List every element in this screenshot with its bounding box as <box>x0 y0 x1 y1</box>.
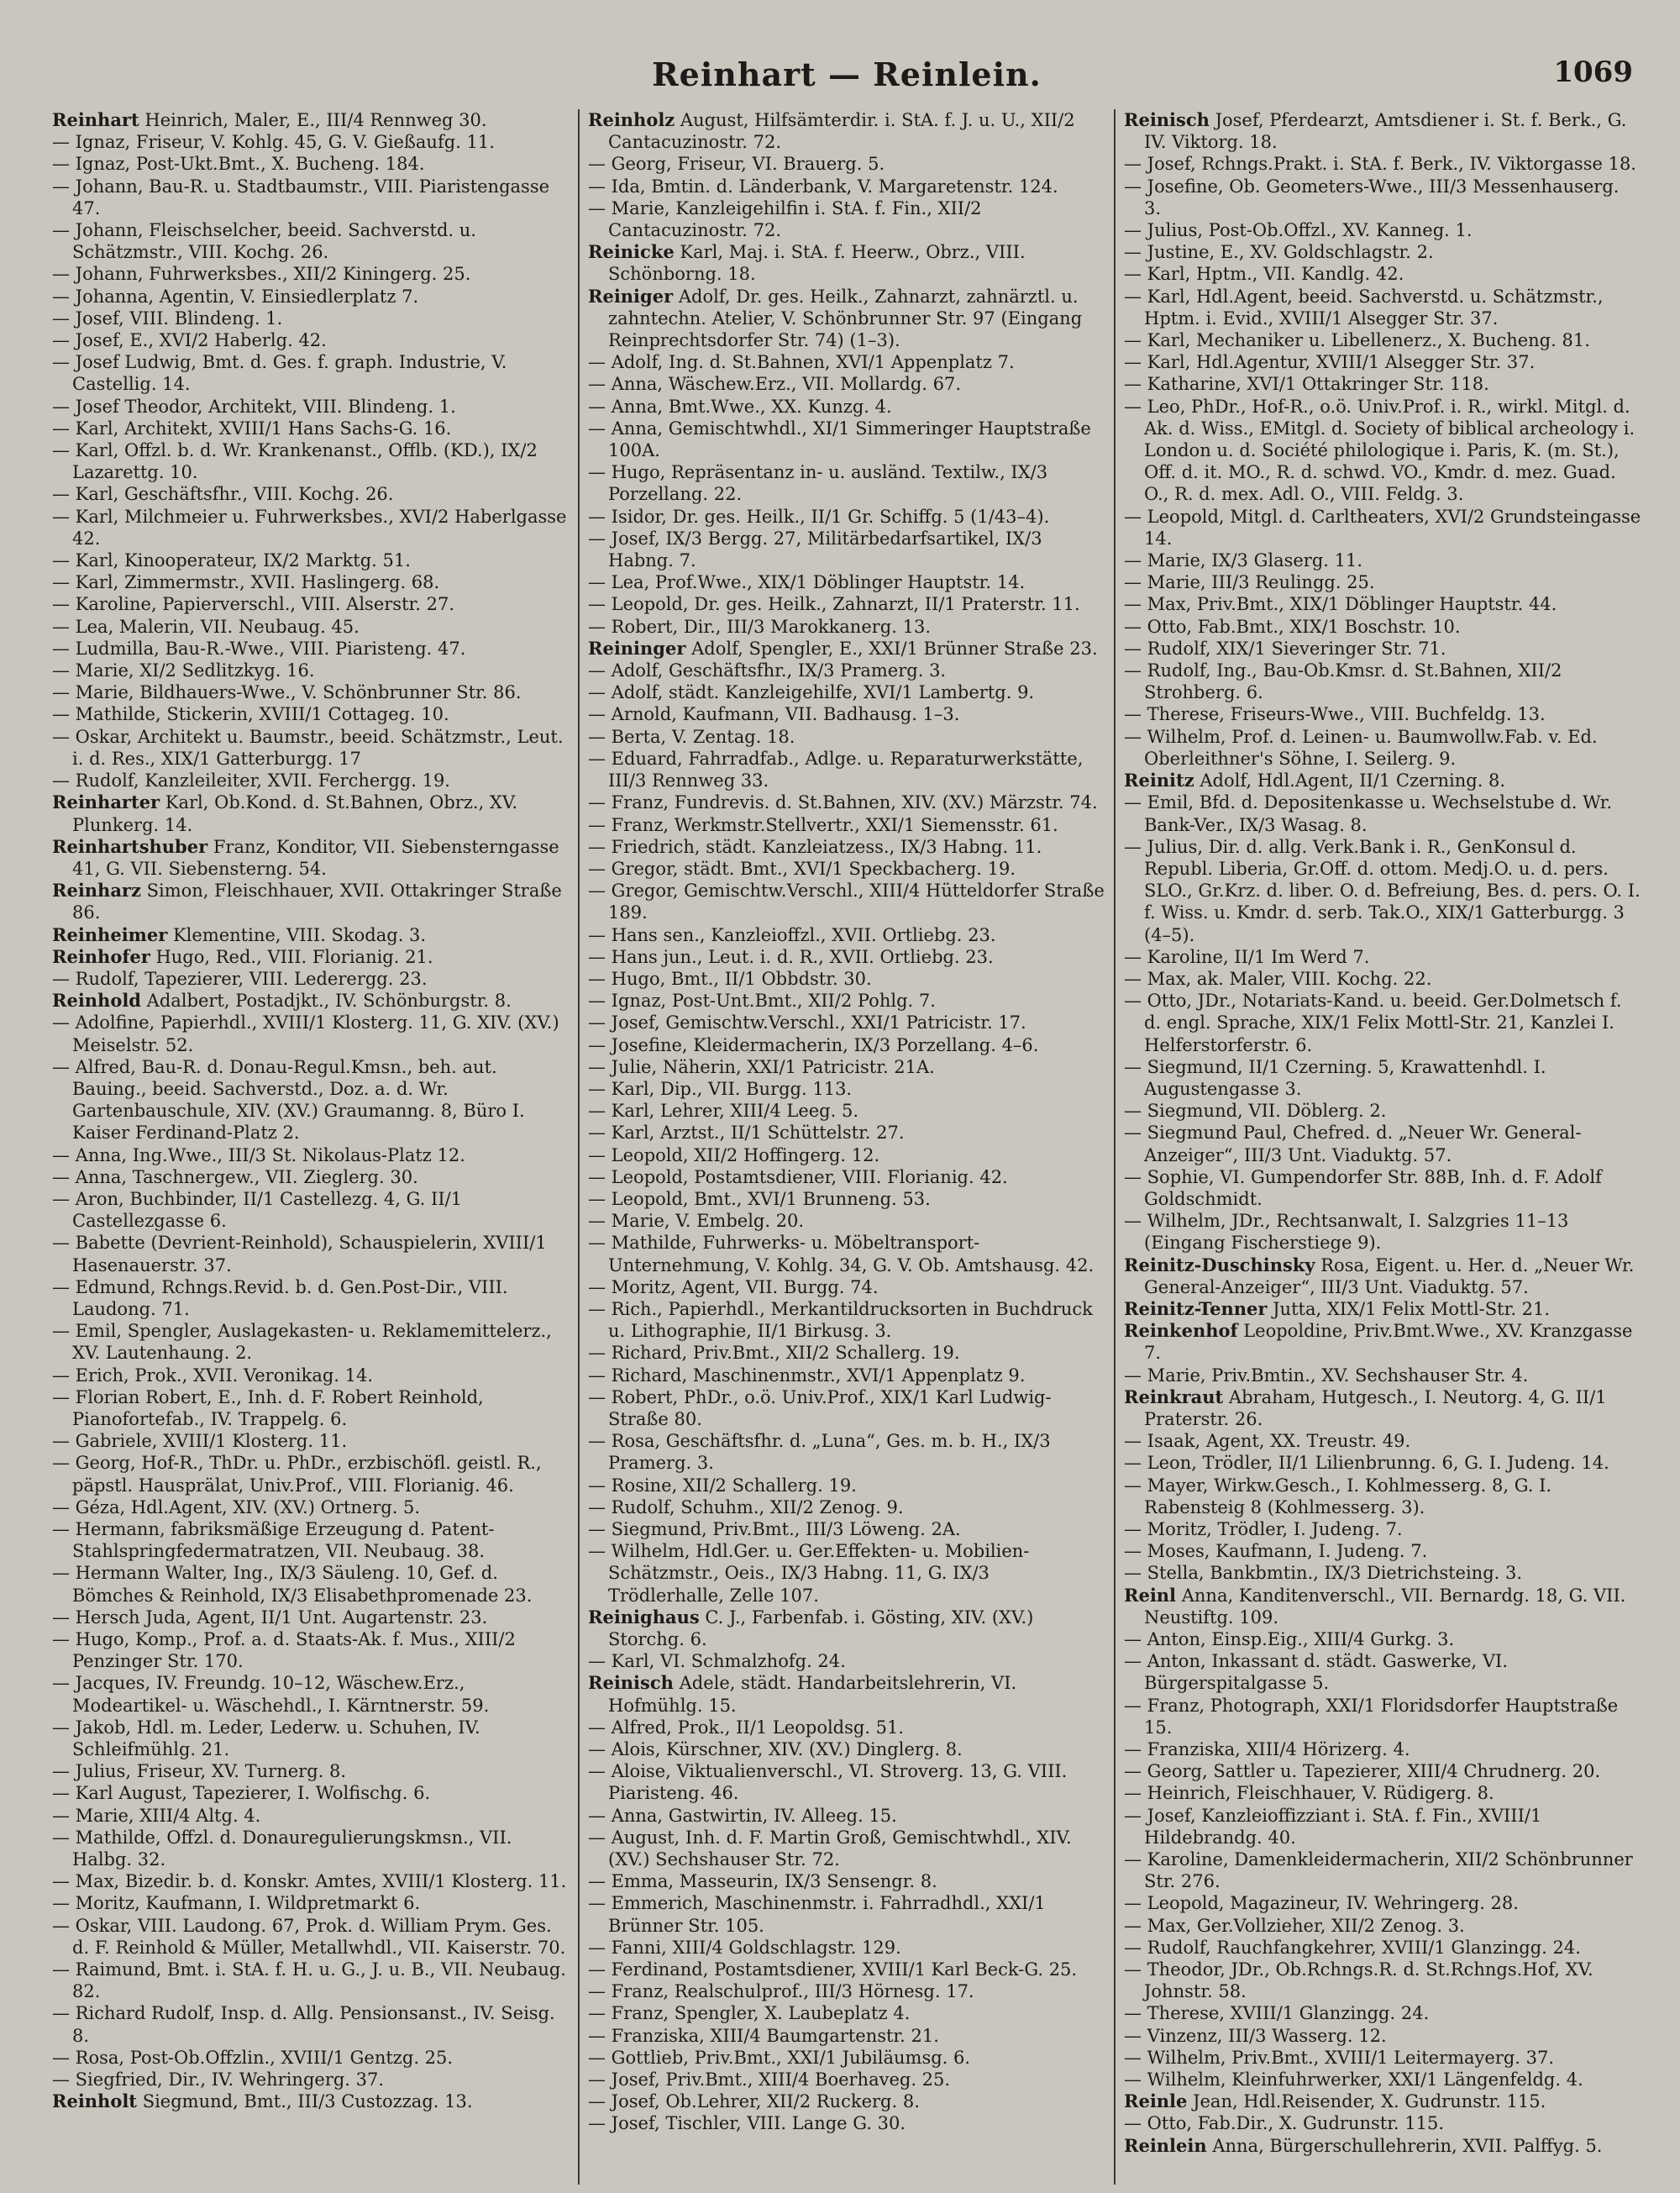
directory-entry: — Edmund, Rchngs.Revid. b. d. Gen.Post-Dir., VIII. Laudong. 71. <box>52 1276 508 1319</box>
directory-entry: — Karoline, Damenkleidermacherin, XII/2 Schönbrunner Str. 276. <box>1124 1849 1633 1892</box>
directory-entry: — Robert, PhDr., o.ö. Univ.Prof., XIX/1 Karl Ludwig-Straße 80. <box>588 1386 1052 1429</box>
directory-entry: — Josef, VIII. Blindeng. 1. <box>52 308 283 329</box>
directory-entry: — Adolf, Geschäftsfhr., IX/3 Pramerg. 3. <box>588 660 947 681</box>
directory-entry: — Mathilde, Fuhrwerks- u. Möbeltransport-Unternehmung, V. Kohlg. 34, G. V. Ob. Amtshausg. 42. <box>588 1233 1095 1275</box>
page-title: Reinhart — Reinlein. <box>652 55 1042 93</box>
directory-entry: — Karl, Hdl.Agent, beeid. Sachverstd. u. Schätzmstr., Hptm. i. Evid., XVIII/1 Alsegger Str. 37. <box>1124 286 1604 329</box>
directory-entry: — Marie, III/3 Reulingg. 25. <box>1124 572 1375 593</box>
directory-entry: Reinitz Adolf, Hdl.Agent, II/1 Czerning. 8. <box>1124 770 1506 791</box>
directory-entry: — Rosa, Post-Ob.Offzlin., XVIII/1 Gentzg. 25. <box>52 2047 454 2068</box>
directory-entry: — Rudolf, Ing., Bau-Ob.Kmsr. d. St.Bahnen, XII/2 Strohberg. 6. <box>1124 660 1562 703</box>
directory-entry: — Stella, Bankbmtin., IX/3 Dietrichsteing. 3. <box>1124 1563 1523 1584</box>
directory-entry: — Otto, JDr., Notariats-Kand. u. beeid. Ger.Dolmetsch f. d. engl. Sprache, XIX/1 Felix Mottl-Str. 21, Kanzlei I. Helferstorferstr. 6. <box>1124 991 1622 1055</box>
directory-entry: — Gregor, Gemischtw.Verschl., XIII/4 Hütteldorfer Straße 189. <box>588 881 1105 923</box>
directory-entry: — Lea, Prof.Wwe., XIX/1 Döblinger Hauptstr. 14. <box>588 572 1026 593</box>
directory-entry: — Josef, IX/3 Bergg. 27, Militärbedarfsartikel, IX/3 Habng. 7. <box>588 528 1042 571</box>
directory-entry: — Berta, V. Zentag. 18. <box>588 726 795 747</box>
directory-entry: Reinhartshuber Franz, Konditor, VII. Siebensterngasse 41, G. VII. Siebensterng. 54. <box>52 835 559 879</box>
directory-entry: Reinl Anna, Kanditenverschl., VII. Bernardg. 18, G. VII. Neustiftg. 109. <box>1124 1584 1626 1628</box>
directory-entry: — Richard Rudolf, Insp. d. Allg. Pensionsanst., IV. Seisg. 8. <box>52 2003 555 2046</box>
directory-entry: — Marie, Priv.Bmtin., XV. Sechshauser Str. 4. <box>1124 1365 1529 1386</box>
directory-entry: — Johann, Fleischselcher, beeid. Sachverstd. u. Schätzmstr., VIII. Kochg. 26. <box>52 220 476 263</box>
directory-entry: — Karl, Kinooperateur, IX/2 Marktg. 51. <box>52 550 411 571</box>
directory-entry: — Aron, Buchbinder, II/1 Castellezg. 4, G. II/1 Castellezgasse 6. <box>52 1188 463 1232</box>
directory-entry: — Franziska, XIII/4 Hörizerg. 4. <box>1124 1739 1410 1760</box>
directory-entry: Reinlein Anna, Bürgerschullehrerin, XVII. Palffyg. 5. <box>1124 2134 1603 2156</box>
directory-entry: — Karoline, Papierverschl., VIII. Alserstr. 27. <box>52 594 454 615</box>
directory-entry: — Leopold, Bmt., XVI/1 Brunneng. 53. <box>588 1188 931 1209</box>
directory-entry: — Karl, Architekt, XVIII/1 Hans Sachs-G. 16. <box>52 418 452 439</box>
directory-entry: — Alfred, Bau-R. d. Donau-Regul.Kmsn., beh. aut. Bauing., beeid. Sachverstd., Doz. a. d. Wr. Gartenbauschule, XIV. (XV.) Graumanng. 8, Büro I. Kaiser Ferdinand-Platz 2. <box>52 1056 525 1144</box>
directory-entry: — Fanni, XIII/4 Goldschlagstr. 129. <box>588 1937 901 1958</box>
directory-entry: — Hermann Walter, Ing., IX/3 Säuleng. 10, Gef. d. Bömches & Reinhold, IX/3 Elisabethpromenade 23. <box>52 1563 533 1606</box>
directory-entry: — Ignaz, Friseur, V. Kohlg. 45, G. V. Gießaufg. 11. <box>52 132 495 153</box>
directory-entry: — Anna, Taschnergew., VII. Zieglerg. 30. <box>52 1166 418 1187</box>
directory-entry: — Ignaz, Post-Unt.Bmt., XII/2 Pohlg. 7. <box>588 991 936 1012</box>
directory-entry: — Karl, Arztst., II/1 Schüttelstr. 27. <box>588 1123 905 1144</box>
directory-entry: — Karl, VI. Schmalzhofg. 24. <box>588 1651 846 1672</box>
directory-entry: Reinholt Siegmund, Bmt., III/3 Custozzag. 13. <box>52 2090 473 2112</box>
directory-entry: — Otto, Fab.Dir., X. Gudrunstr. 115. <box>1124 2113 1445 2134</box>
directory-entry: — Leon, Trödler, II/1 Lilienbrunng. 6, G. I. Judeng. 14. <box>1124 1453 1609 1474</box>
directory-entry: — Ignaz, Post-Ukt.Bmt., X. Bucheng. 184. <box>52 154 425 175</box>
directory-entry: — Siegfried, Dir., IV. Wehringerg. 37. <box>52 2069 385 2090</box>
directory-entry: — Josef, E., XVI/2 Haberlg. 42. <box>52 330 327 351</box>
directory-entry: — Josef, Tischler, VIII. Lange G. 30. <box>588 2113 906 2134</box>
directory-entry: Reinhold Adalbert, Postadjkt., IV. Schönburgstr. 8. <box>52 990 512 1012</box>
directory-entry: — Rudolf, Tapezierer, VIII. Lederergg. 23. <box>52 968 428 989</box>
directory-entry: — Lea, Malerin, VII. Neubaug. 45. <box>52 616 360 637</box>
directory-entry: — Wilhelm, Prof. d. Leinen- u. Baumwollw.Fab. v. Ed. Oberleithner's Söhne, I. Seilerg. 9. <box>1124 726 1598 769</box>
directory-entry: — Oskar, Architekt u. Baumstr., beeid. Schätzmstr., Leut. i. d. Res., XIX/1 Gatterburgg. 17 <box>52 726 564 769</box>
directory-entry: Reinle Jean, Hdl.Reisender, X. Gudrunstr. 115. <box>1124 2090 1546 2112</box>
directory-entry: Reinheimer Klementine, VIII. Skodag. 3. <box>52 923 427 945</box>
directory-entry: — Karl, Offzl. b. d. Wr. Krankenanst., Offlb. (KD.), IX/2 Lazarettg. 10. <box>52 440 538 483</box>
page-header <box>44 49 1650 109</box>
directory-entry: — Franz, Fundrevis. d. St.Bahnen, XIV. (XV.) Märzstr. 74. <box>588 792 1098 813</box>
directory-entry: — Hugo, Repräsentanz in- u. ausländ. Textilw., IX/3 Porzellang. 22. <box>588 462 1048 505</box>
directory-entry: — Anna, Ing.Wwe., III/3 St. Nikolaus-Platz 12. <box>52 1144 465 1165</box>
directory-entry: Reinhofer Hugo, Red., VIII. Florianig. 21. <box>52 945 433 967</box>
column-right <box>1114 109 1650 2185</box>
directory-entry: — Siegmund, II/1 Czerning. 5, Krawattenhdl. I. Augustengasse 3. <box>1124 1056 1546 1099</box>
directory-entry: — Rosine, XII/2 Schallerg. 19. <box>588 1475 857 1496</box>
directory-entry: — Julius, Post-Ob.Offzl., XV. Kanneg. 1. <box>1124 220 1473 241</box>
directory-entry: — Marie, V. Embelg. 20. <box>588 1211 805 1232</box>
directory-entry: Reinisch Adele, städt. Handarbeitslehrerin, VI. Hofmühlg. 15. <box>588 1672 1017 1716</box>
directory-entry: — Hans sen., Kanzleioffzl., XVII. Ortliebg. 23. <box>588 924 996 945</box>
directory-entry: — Marie, Bildhauers-Wwe., V. Schönbrunner Str. 86. <box>52 682 522 703</box>
directory-entry: — Robert, Dir., III/3 Marokkanerg. 13. <box>588 616 931 637</box>
directory-entry: — Rudolf, XIX/1 Sieveringer Str. 71. <box>1124 638 1446 659</box>
directory-entry: — Adolfine, Papierhdl., XVIII/1 Klosterg. 11, G. XIV. (XV.) Meiselstr. 52. <box>52 1012 559 1055</box>
directory-entry: — Franz, Spengler, X. Laubeplatz 4. <box>588 2003 911 2024</box>
directory-entry: — Josef Ludwig, Bmt. d. Ges. f. graph. Industrie, V. Castellig. 14. <box>52 352 507 395</box>
directory-entry: — Anton, Einsp.Eig., XIII/4 Gurkg. 3. <box>1124 1629 1455 1650</box>
directory-entry: — Josef, Ob.Lehrer, XII/2 Ruckerg. 8. <box>588 2091 920 2112</box>
directory-entry: — Wilhelm, JDr., Rechtsanwalt, I. Salzgries 11–13 (Eingang Fischerstiege 9). <box>1124 1211 1569 1254</box>
directory-entry: — Rich., Papierhdl., Merkantildrucksorten in Buchdruck u. Lithographie, II/1 Birkusg. 3. <box>588 1298 1093 1342</box>
directory-entry: — Hans jun., Leut. i. d. R., XVII. Ortliebg. 23. <box>588 946 994 967</box>
directory-entry: — Wilhelm, Priv.Bmt., XVIII/1 Leitermayerg. 37. <box>1124 2047 1555 2068</box>
directory-entry: — Otto, Fab.Bmt., XIX/1 Boschstr. 10. <box>1124 616 1461 637</box>
directory-entry: — Johanna, Agentin, V. Einsiedlerplatz 7. <box>52 286 419 307</box>
directory-entry: — Josef, Priv.Bmt., XIII/4 Boerhaveg. 25. <box>588 2069 951 2090</box>
directory-entry: — Karl, Hptm., VII. Kandlg. 42. <box>1124 264 1404 285</box>
directory-entry: — Wilhelm, Kleinfuhrwerker, XXI/1 Längenfeldg. 4. <box>1124 2069 1583 2090</box>
directory-entry: — Emil, Bfd. d. Depositenkasse u. Wechselstube d. Wr. Bank-Ver., IX/3 Wasag. 8. <box>1124 792 1613 835</box>
directory-entry: — Leopold, XII/2 Hoffingerg. 12. <box>588 1144 880 1165</box>
directory-entry: — Johann, Fuhrwerksbes., XII/2 Kiningerg. 25. <box>52 264 471 285</box>
column-middle <box>578 109 1114 2185</box>
directory-entry: — Rudolf, Schuhm., XII/2 Zenog. 9. <box>588 1496 904 1517</box>
directory-entry: — Max, Bizedir. b. d. Konskr. Amtes, XVIII/1 Klosterg. 11. <box>52 1871 567 1892</box>
directory-entry: Reinitz-Duschinsky Rosa, Eigent. u. Her. d. „Neuer Wr. General-Anzeiger“, III/3 Unt. Viaduktg. 57. <box>1124 1254 1635 1297</box>
directory-entry: — Franz, Photograph, XXI/1 Floridsdorfer Hauptstraße 15. <box>1124 1695 1619 1738</box>
directory-entry: — Karl, Lehrer, XIII/4 Leeg. 5. <box>588 1101 859 1122</box>
directory-entry: — Richard, Maschinenmstr., XVI/1 Appenplatz 9. <box>588 1365 1026 1386</box>
directory-entry: Reinicke Karl, Maj. i. StA. f. Heerw., Obrz., VIII. Schönborng. 18. <box>588 241 1026 285</box>
column-left <box>44 109 578 2185</box>
directory-entry: — Jacques, IV. Freundg. 10–12, Wäschew.Erz., Modeartikel- u. Wäschehdl., I. Kärntnerstr. 59. <box>52 1673 490 1716</box>
directory-entry: — Georg, Sattler u. Tapezierer, XIII/4 Chrudnerg. 20. <box>1124 1761 1601 1782</box>
directory-entry: — Isidor, Dr. ges. Heilk., II/1 Gr. Schiffg. 5 (1/43–4). <box>588 506 1050 527</box>
directory-entry: Reinholz August, Hilfsämterdir. i. StA. f. J. u. U., XII/2 Cantacuzinostr. 72. <box>588 109 1075 153</box>
directory-entry: — Hugo, Bmt., II/1 Obbdstr. 30. <box>588 968 872 989</box>
directory-entry: — Leopold, Dr. ges. Heilk., Zahnarzt, II/1 Praterstr. 11. <box>588 594 1080 615</box>
directory-entry: — Rudolf, Kanzleileiter, XVII. Ferchergg. 19. <box>52 770 450 791</box>
directory-entry: — Erich, Prok., XVII. Veronikag. 14. <box>52 1365 374 1386</box>
directory-entry: — Justine, E., XV. Goldschlagstr. 2. <box>1124 242 1434 263</box>
directory-entry: — Emil, Spengler, Auslagekasten- u. Reklamemittelerz., XV. Lautenhaung. 2. <box>52 1321 552 1364</box>
directory-entry: — Ferdinand, Postamtsdiener, XVIII/1 Karl Beck-G. 25. <box>588 1959 1078 1980</box>
directory-entry: — Marie, Kanzleigehilfin i. StA. f. Fin., XII/2 Cantacuzinostr. 72. <box>588 197 982 241</box>
directory-entry: — Sophie, VI. Gumpendorfer Str. 88B, Inh. d. F. Adolf Goldschmidt. <box>1124 1166 1602 1209</box>
directory-entry: Reinitz-Tenner Jutta, XIX/1 Felix Mottl-Str. 21. <box>1124 1297 1551 1319</box>
directory-entry: — Géza, Hdl.Agent, XIV. (XV.) Ortnerg. 5. <box>52 1496 421 1517</box>
directory-entry: — Siegmund, VII. Döblerg. 2. <box>1124 1101 1387 1122</box>
directory-entry: — Georg, Hof-R., ThDr. u. PhDr., erzbischöfl. geistl. R., päpstl. Hausprälat, Univ.Prof., VIII. Florianig. 46. <box>52 1453 542 1496</box>
directory-entry: — August, Inh. d. F. Martin Groß, Gemischtwhdl., XIV. (XV.) Sechshauser Str. 72. <box>588 1827 1072 1870</box>
directory-entry: — Alfred, Prok., II/1 Leopoldsg. 51. <box>588 1717 905 1738</box>
directory-entry: — Josef, Rchngs.Prakt. i. StA. f. Berk., IV. Viktorgasse 18. <box>1124 154 1636 175</box>
directory-entry: — Franz, Realschulprof., III/3 Hörnesg. 17. <box>588 1981 974 2002</box>
directory-entry: — Mayer, Wirkw.Gesch., I. Kohlmesserg. 8, G. I. Rabensteig 8 (Kohlmesserg. 3). <box>1124 1475 1552 1517</box>
directory-entry: — Anna, Gastwirtin, IV. Alleeg. 15. <box>588 1805 897 1826</box>
directory-entry: — Marie, XIII/4 Altg. 4. <box>52 1805 261 1826</box>
directory-entry: — Alois, Kürschner, XIV. (XV.) Dinglerg. 8. <box>588 1739 963 1760</box>
directory-entry: — Max, ak. Maler, VIII. Kochg. 22. <box>1124 968 1432 989</box>
directory-entry: — Moritz, Agent, VII. Burgg. 74. <box>588 1276 879 1297</box>
directory-entry: — Oskar, VIII. Laudong. 67, Prok. d. William Prym. Ges. d. F. Reinhold & Müller, Metallwhdl., VII. Kaiserstr. 70. <box>52 1915 566 1958</box>
directory-entry: — Gabriele, XVIII/1 Klosterg. 11. <box>52 1431 348 1452</box>
directory-entry: — Josef, Kanzleioffizziant i. StA. f. Fin., XVIII/1 Hildebrandg. 40. <box>1124 1805 1542 1848</box>
directory-entry: — Max, Ger.Vollzieher, XII/2 Zenog. 3. <box>1124 1915 1465 1936</box>
directory-entry: — Adolf, Ing. d. St.Bahnen, XVI/1 Appenplatz 7. <box>588 352 1015 373</box>
directory-entry: — Ida, Bmtin. d. Länderbank, V. Margaretenstr. 124. <box>588 176 1058 197</box>
directory-entry: — Friedrich, städt. Kanzleiatzess., IX/3 Habng. 11. <box>588 836 1042 857</box>
directory-entry: — Leo, PhDr., Hof-R., o.ö. Univ.Prof. i. R., wirkl. Mitgl. d. Ak. d. Wiss., EMitgl. d. Society of biblical archeology i. London u. d. Société philologique i. Paris, K. (m. St.), Off. d. it. MO., R. d. schwd. VO., Kmdr. d. mez. Guad. O., R. d. mex. Adl. O., VIII. Feldg. 3. <box>1124 396 1635 505</box>
directory-entry: — Eduard, Fahrradfab., Adlge. u. Reparaturwerkstätte, III/3 Rennweg 33. <box>588 748 1084 791</box>
directory-entry: — Jakob, Hdl. m. Leder, Lederw. u. Schuhen, IV. Schleifmühlg. 21. <box>52 1717 480 1760</box>
directory-entry: — Karl, Milchmeier u. Fuhrwerksbes., XVI/2 Haberlgasse 42. <box>52 506 567 549</box>
directory-entry: — Karl, Dip., VII. Burgg. 113. <box>588 1078 853 1099</box>
directory-entry: — Moses, Kaufmann, I. Judeng. 7. <box>1124 1541 1428 1562</box>
directory-entry: — Karoline, II/1 Im Werd 7. <box>1124 946 1370 967</box>
directory-entry: — Karl, Mechaniker u. Libellenerz., X. Bucheng. 81. <box>1124 330 1590 351</box>
directory-entry: — Max, Priv.Bmt., XIX/1 Döblinger Hauptstr. 44. <box>1124 594 1557 615</box>
directory-entry: — Josefine, Kleidermacherin, IX/3 Porzellang. 4–6. <box>588 1034 1039 1055</box>
directory-entry: — Raimund, Bmt. i. StA. f. H. u. G., J. u. B., VII. Neubaug. 82. <box>52 1959 566 2002</box>
directory-entry: Reinkenhof Leopoldine, Priv.Bmt.Wwe., XV. Kranzgasse 7. <box>1124 1320 1633 1364</box>
page-number: 1069 <box>1553 55 1633 89</box>
directory-entry: — Anna, Gemischtwhdl., XI/1 Simmeringer Hauptstraße 100A. <box>588 418 1091 461</box>
directory-entry: Reinharter Karl, Ob.Kond. d. St.Bahnen, Obrz., XV. Plunkerg. 14. <box>52 791 518 835</box>
directory-entry: — Rosa, Geschäftsfhr. d. „Luna“, Ges. m. b. H., IX/3 Pramerg. 3. <box>588 1431 1051 1474</box>
directory-entry: — Katharine, XVI/1 Ottakringer Str. 118. <box>1124 374 1489 395</box>
directory-entry: Reinkraut Abraham, Hutgesch., I. Neutorg. 4, G. II/1 Praterstr. 26. <box>1124 1386 1607 1429</box>
directory-entry: — Ludmilla, Bau-R.-Wwe., VIII. Piaristeng. 47. <box>52 638 466 659</box>
directory-entry: — Marie, IX/3 Glaserg. 11. <box>1124 550 1363 571</box>
directory-entry: — Vinzenz, III/3 Wasserg. 12. <box>1124 2025 1387 2046</box>
directory-entry: — Leopold, Mitgl. d. Carltheaters, XVI/2 Grundsteingasse 14. <box>1124 506 1641 549</box>
directory-entry: — Florian Robert, E., Inh. d. F. Robert Reinhold, Pianofortefab., IV. Trappelg. 6. <box>52 1386 484 1429</box>
directory-entry: — Josef Theodor, Architekt, VIII. Blindeng. 1. <box>52 396 456 417</box>
directory-entry: — Emma, Masseurin, IX/3 Sensengr. 8. <box>588 1871 937 1892</box>
directory-entry: — Moritz, Trödler, I. Judeng. 7. <box>1124 1519 1403 1539</box>
directory-entry: — Hermann, fabriksmäßige Erzeugung d. Patent-Stahlspringfedermatratzen, VII. Neubaug. 38. <box>52 1519 495 1562</box>
directory-entry: — Adolf, städt. Kanzleigehilfe, XVI/1 Lambertg. 9. <box>588 682 1035 703</box>
directory-entry: — Siegmund Paul, Chefred. d. „Neuer Wr. General-Anzeiger“, III/3 Unt. Viaduktg. 57. <box>1124 1123 1582 1165</box>
directory-entry: — Julie, Näherin, XXI/1 Patricistr. 21A. <box>588 1056 935 1077</box>
directory-entry: Reiniger Adolf, Dr. ges. Heilk., Zahnarzt, zahnärztl. u. zahntechn. Atelier, V. Schönbrunner Str. 97 (Eingang Reinprechtsdorfer Str. 74) (1–3). <box>588 285 1083 351</box>
directory-entry: — Gregor, städt. Bmt., XVI/1 Speckbacherg. 19. <box>588 858 1016 879</box>
directory-entry: — Wilhelm, Hdl.Ger. u. Ger.Effekten- u. Mobilien-Schätzmstr., Oeis., IX/3 Habng. 11, G. IX/3 Trödlerhalle, Zelle 107. <box>588 1541 1030 1606</box>
directory-entry: — Karl, Geschäftsfhr., VIII. Kochg. 26. <box>52 484 394 505</box>
directory-entry: — Heinrich, Fleischhauer, V. Rüdigerg. 8. <box>1124 1783 1494 1804</box>
directory-entry: — Josefine, Ob. Geometers-Wwe., III/3 Messenhauserg. 3. <box>1124 176 1620 218</box>
directory-entry: — Richard, Priv.Bmt., XII/2 Schallerg. 19. <box>588 1343 960 1364</box>
directory-entry: — Aloise, Viktualienverschl., VI. Stroverg. 13, G. VIII. Piaristeng. 46. <box>588 1761 1068 1804</box>
directory-entry: — Franziska, XIII/4 Baumgartenstr. 21. <box>588 2025 939 2046</box>
directory-entry: — Hersch Juda, Agent, II/1 Unt. Augartenstr. 23. <box>52 1607 488 1628</box>
directory-entry: Reinhart Heinrich, Maler, E., III/4 Rennweg 30. <box>52 109 487 130</box>
directory-entry: — Franz, Werkmstr.Stellvertr., XXI/1 Siemensstr. 61. <box>588 814 1058 835</box>
directory-entry: — Babette (Devrient-Reinhold), Schauspielerin, XVIII/1 Hasenauerstr. 37. <box>52 1233 547 1275</box>
directory-entry: — Johann, Bau-R. u. Stadtbaumstr., VIII. Piaristengasse 47. <box>52 176 550 218</box>
directory-entry: — Julius, Dir. d. allg. Verk.Bank i. R., GenKonsul d. Republ. Liberia, Gr.Off. d. ottom. Medj.O. u. d. pers. SLO., Gr.Krz. d. liber. O. d. Befreiung, Bes. d. pers. O. I. f. Wiss. u. Kmdr. d. serb. Tak.O., XIX/1 Gatterburgg. 3 (4–5). <box>1124 836 1641 945</box>
directory-entry: — Georg, Friseur, VI. Brauerg. 5. <box>588 154 885 175</box>
directory-entry: — Karl August, Tapezierer, I. Wolfischg. 6. <box>52 1783 431 1804</box>
directory-entry: — Therese, XVIII/1 Glanzingg. 24. <box>1124 2003 1430 2024</box>
directory-entry: — Mathilde, Offzl. d. Donauregulierungskmsn., VII. Halbg. 32. <box>52 1827 512 1870</box>
directory-entry: — Josef, Gemischtw.Verschl., XXI/1 Patricistr. 17. <box>588 1012 1026 1033</box>
directory-entry: — Anna, Bmt.Wwe., XX. Kunzg. 4. <box>588 396 892 417</box>
directory-entry: — Karl, Hdl.Agentur, XVIII/1 Alsegger Str. 37. <box>1124 352 1536 373</box>
directory-entry: — Anna, Wäschew.Erz., VII. Mollardg. 67. <box>588 374 962 395</box>
directory-entry: Reinighaus C. J., Farbenfab. i. Gösting, XIV. (XV.) Storchg. 6. <box>588 1606 1034 1650</box>
directory-entry: Reininger Adolf, Spengler, E., XXI/1 Brünner Straße 23. <box>588 637 1098 659</box>
columns <box>44 109 1650 2185</box>
directory-entry: — Rudolf, Rauchfangkehrer, XVIII/1 Glanzingg. 24. <box>1124 1937 1581 1958</box>
directory-entry: — Leopold, Magazineur, IV. Wehringerg. 28. <box>1124 1893 1519 1914</box>
directory-entry: — Moritz, Kaufmann, I. Wildpretmarkt 6. <box>52 1893 421 1914</box>
directory-entry: — Gottlieb, Priv.Bmt., XXI/1 Jubiläumsg. 6. <box>588 2047 971 2068</box>
directory-entry: — Anton, Inkassant d. städt. Gaswerke, VI. Bürgerspitalgasse 5. <box>1124 1651 1509 1694</box>
directory-entry: — Isaak, Agent, XX. Treustr. 49. <box>1124 1431 1411 1452</box>
directory-entry: — Therese, Friseurs-Wwe., VIII. Buchfeldg. 13. <box>1124 704 1546 725</box>
directory-entry: — Emmerich, Maschinenmstr. i. Fahrradhdl., XXI/1 Brünner Str. 105. <box>588 1893 1046 1936</box>
directory-entry: — Hugo, Komp., Prof. a. d. Staats-Ak. f. Mus., XIII/2 Penzinger Str. 170. <box>52 1629 516 1672</box>
directory-entry: Reinharz Simon, Fleischhauer, XVII. Ottakringer Straße 86. <box>52 880 562 923</box>
directory-entry: — Karl, Zimmermstr., XVII. Haslingerg. 68. <box>52 572 440 593</box>
directory-entry: — Arnold, Kaufmann, VII. Badhausg. 1–3. <box>588 704 960 725</box>
directory-entry: Reinisch Josef, Pferdearzt, Amtsdiener i. St. f. Berk., G. IV. Viktorg. 18. <box>1124 109 1627 153</box>
directory-entry: — Julius, Friseur, XV. Turnerg. 8. <box>52 1761 347 1782</box>
directory-entry: — Siegmund, Priv.Bmt., III/3 Löweng. 2A. <box>588 1519 961 1539</box>
directory-entry: — Theodor, JDr., Ob.Rchngs.R. d. St.Rchngs.Hof, XV. Johnstr. 58. <box>1124 1959 1593 2002</box>
directory-entry: — Mathilde, Stickerin, XVIII/1 Cottageg. 10. <box>52 704 449 725</box>
directory-entry: — Leopold, Postamtsdiener, VIII. Florianig. 42. <box>588 1166 1008 1187</box>
directory-entry: — Marie, XI/2 Sedlitzkyg. 16. <box>52 660 315 681</box>
